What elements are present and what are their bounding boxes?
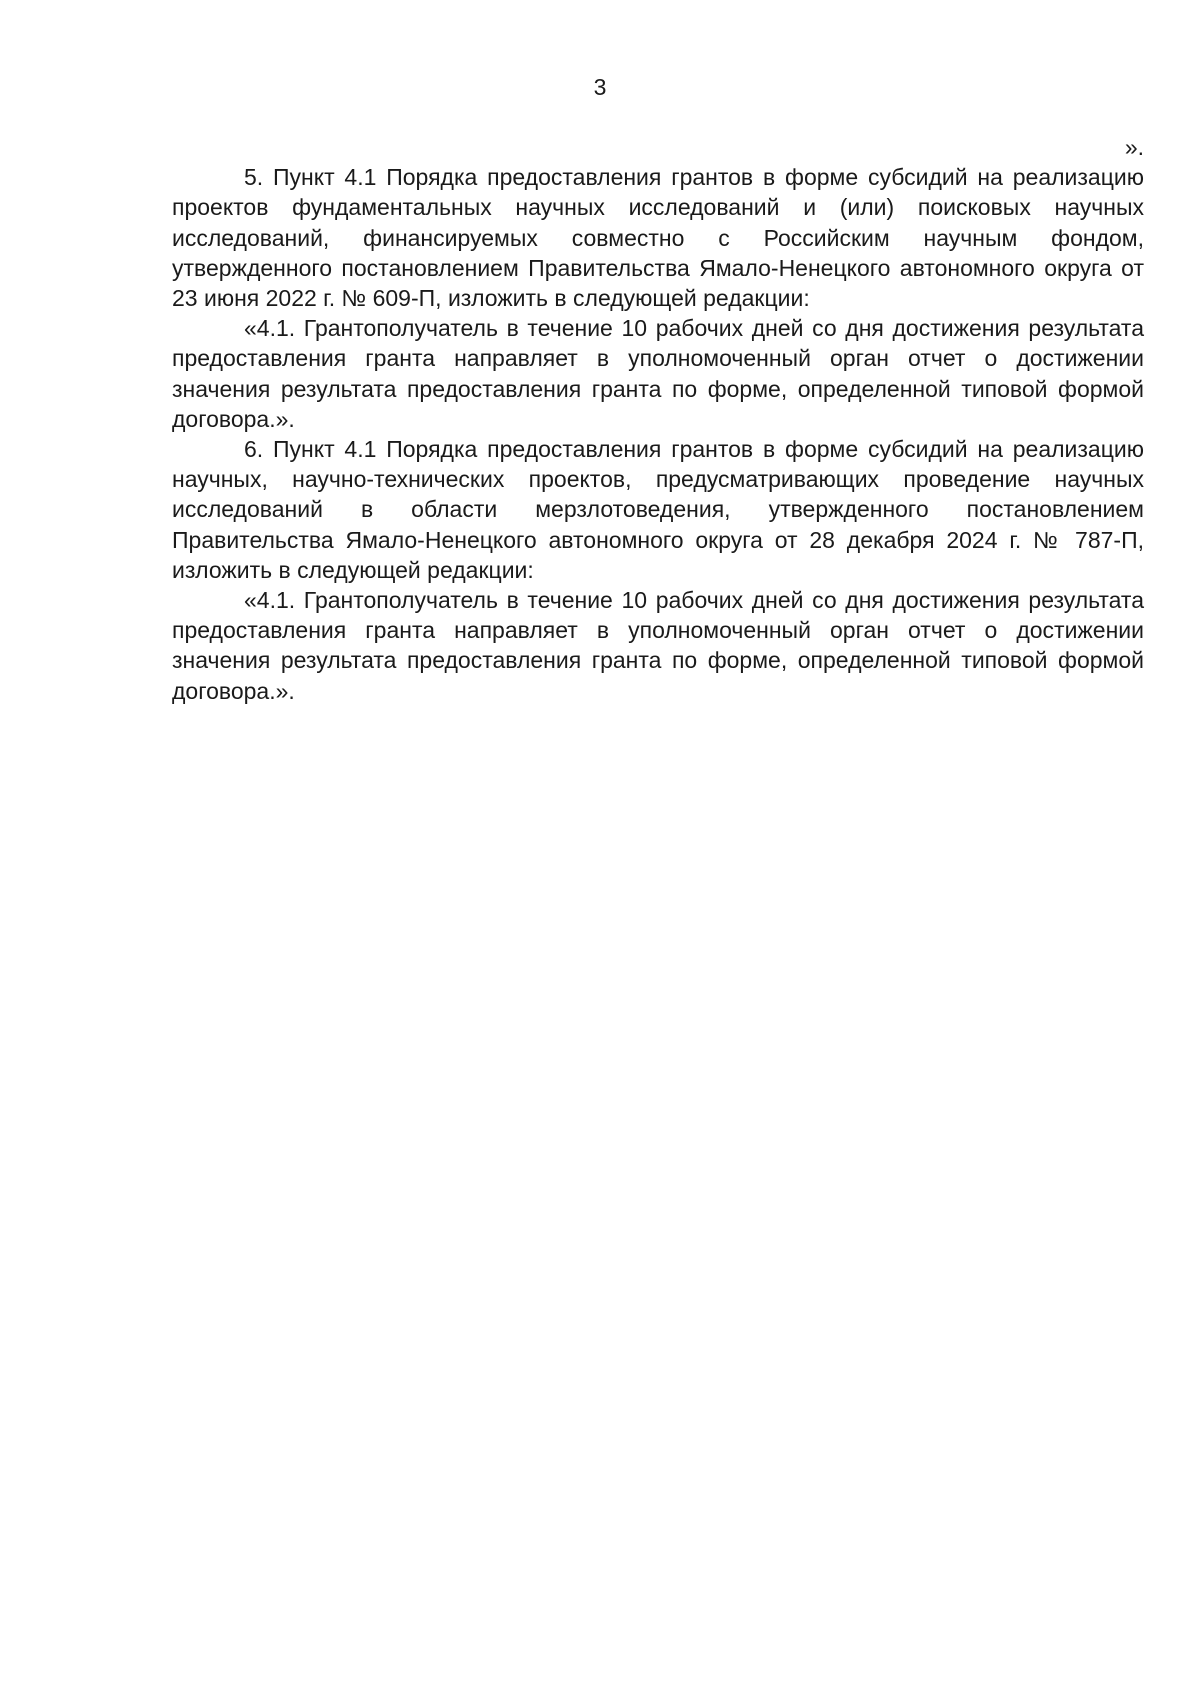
- closing-quote-mark: ».: [1124, 134, 1144, 160]
- paragraph-quote-4-1-second: «4.1. Грантополучатель в течение 10 рабочих дней со дня достижения результата предоставления гранта направляет в уполномоченный орган отчет о достижении значения результата предоставления гранта по форме, определенной типовой формой договора.».: [172, 587, 1144, 704]
- paragraph-quote-4-1: «4.1. Грантополучатель в течение 10 рабочих дней со дня достижения результата предоставления гранта направляет в уполномоченный орган отчет о достижении значения результата предоставления гранта по форме, определенной типовой формой договора.».: [172, 315, 1144, 432]
- page-number: 3: [593, 74, 607, 100]
- paragraph-item-6: 6. Пункт 4.1 Порядка предоставления грантов в форме субсидий на реализацию научных, научно-технических проектов, предусматривающих проведение научных исследований в области мерзлотоведения, утвержденного постановлением Правительства Ямало-Ненецкого автономного округа от 28 декабря 2024 г. № 787-П, изложить в следующей редакции:: [172, 436, 1144, 583]
- paragraph-item-5: 5. Пункт 4.1 Порядка предоставления грантов в форме субсидий на реализацию проектов фундаментальных научных исследований и (или) поисковых научных исследований, финансируемых совместно с Российским научным фондом, утвержденного постановлением Правительства Ямало-Ненецкого автономного округа от 23 июня 2022 г. № 609-П, изложить в следующей редакции:: [172, 164, 1144, 312]
- document-body: [172, 132, 1144, 706]
